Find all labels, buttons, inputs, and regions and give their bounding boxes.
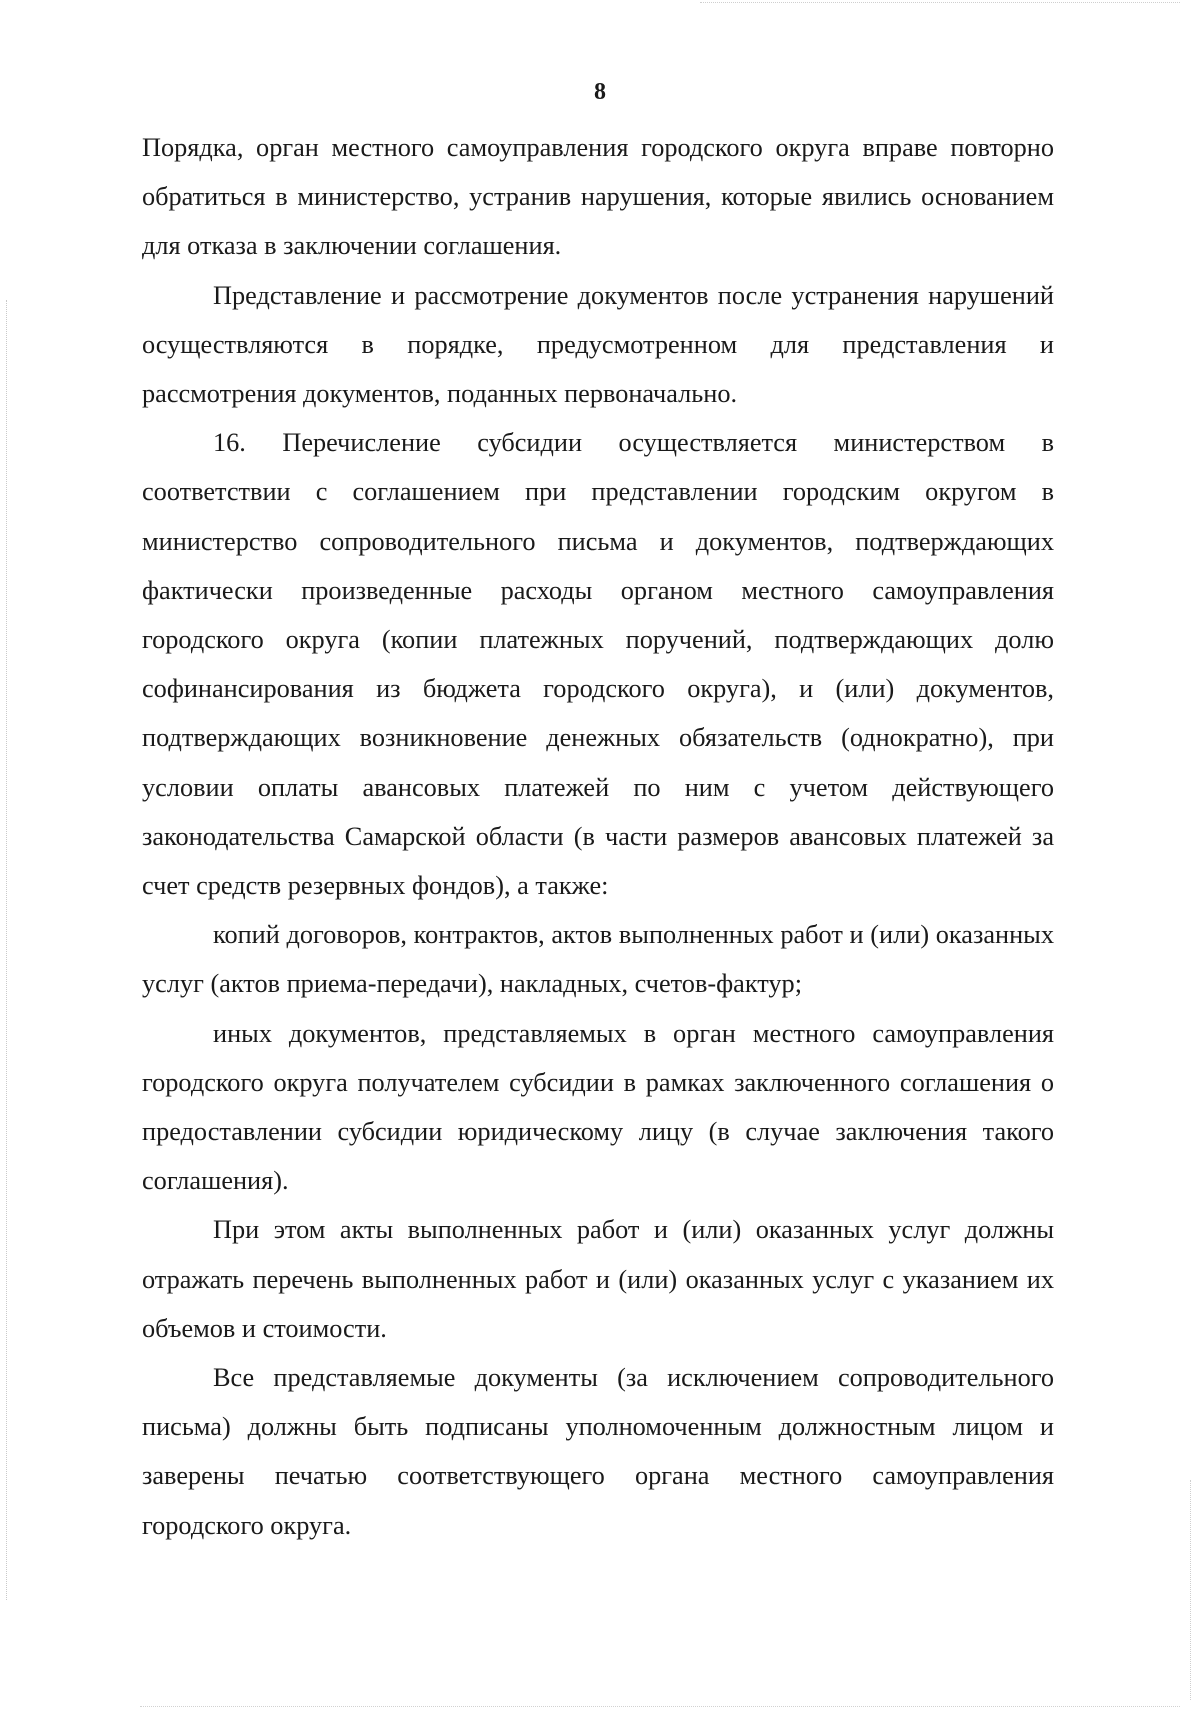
paragraph-resubmission: Представление и рассмотрение документов после устранения нарушений осуществляются в порядке, предусмотренном для представления и рассмотрения документов, поданных первоначально. [142, 280, 1054, 409]
page-number: 8 [594, 79, 606, 105]
paragraph-other-documents: иных документов, представляемых в орган местного самоуправления городского округа получателем субсидии в рамках заключенного соглашения о предоставлении субсидии юридическому лицу (в случае заключения такого соглашения). [142, 1018, 1054, 1196]
scan-artifact-bottom [140, 1706, 1180, 1708]
scan-artifact-left [6, 300, 8, 1600]
paragraph-acts-requirements: При этом акты выполненных работ и (или) оказанных услуг должны отражать перечень выполненных работ и (или) оказанных услуг с указанием их объемов и стоимости. [142, 1215, 1054, 1343]
paragraph-item-16: 16. Перечисление субсидии осуществляется министерством в соответствии с соглашением при представлении городским округом в министерство сопроводительного письма и документов, подтверждающих фактически произведенные расходы органом местного самоуправления городского округа (копии платежных поручений, подтверждающих долю софинансирования из бюджета городского округа), и (или) документов, подтверждающих возникновение денежных обязательств (однократно), при условии оплаты авансовых платежей по ним с учетом действующего законодательства Самарской области (в части размеров авансовых платежей за счет средств резервных фондов), а также: [142, 428, 1054, 901]
paragraph-contract-copies: копий договоров, контрактов, актов выполненных работ и (или) оказанных услуг (актов приема-передачи), накладных, счетов-фактур; [142, 920, 1054, 999]
scan-artifact-top [700, 2, 1180, 4]
document-body [142, 123, 1054, 1550]
paragraph-signature-requirements: Все представляемые документы (за исключением сопроводительного письма) должны быть подписаны уполномоченным должностным лицом и заверены печатью соответствующего органа местного самоуправления городского округа. [142, 1363, 1054, 1540]
scan-artifact-right [1190, 1480, 1192, 1700]
paragraph-continuation: Порядка, орган местного самоуправления городского округа вправе повторно обратиться в министерство, устранив нарушения, которые явились основанием для отказа в заключении соглашения. [142, 133, 1054, 261]
